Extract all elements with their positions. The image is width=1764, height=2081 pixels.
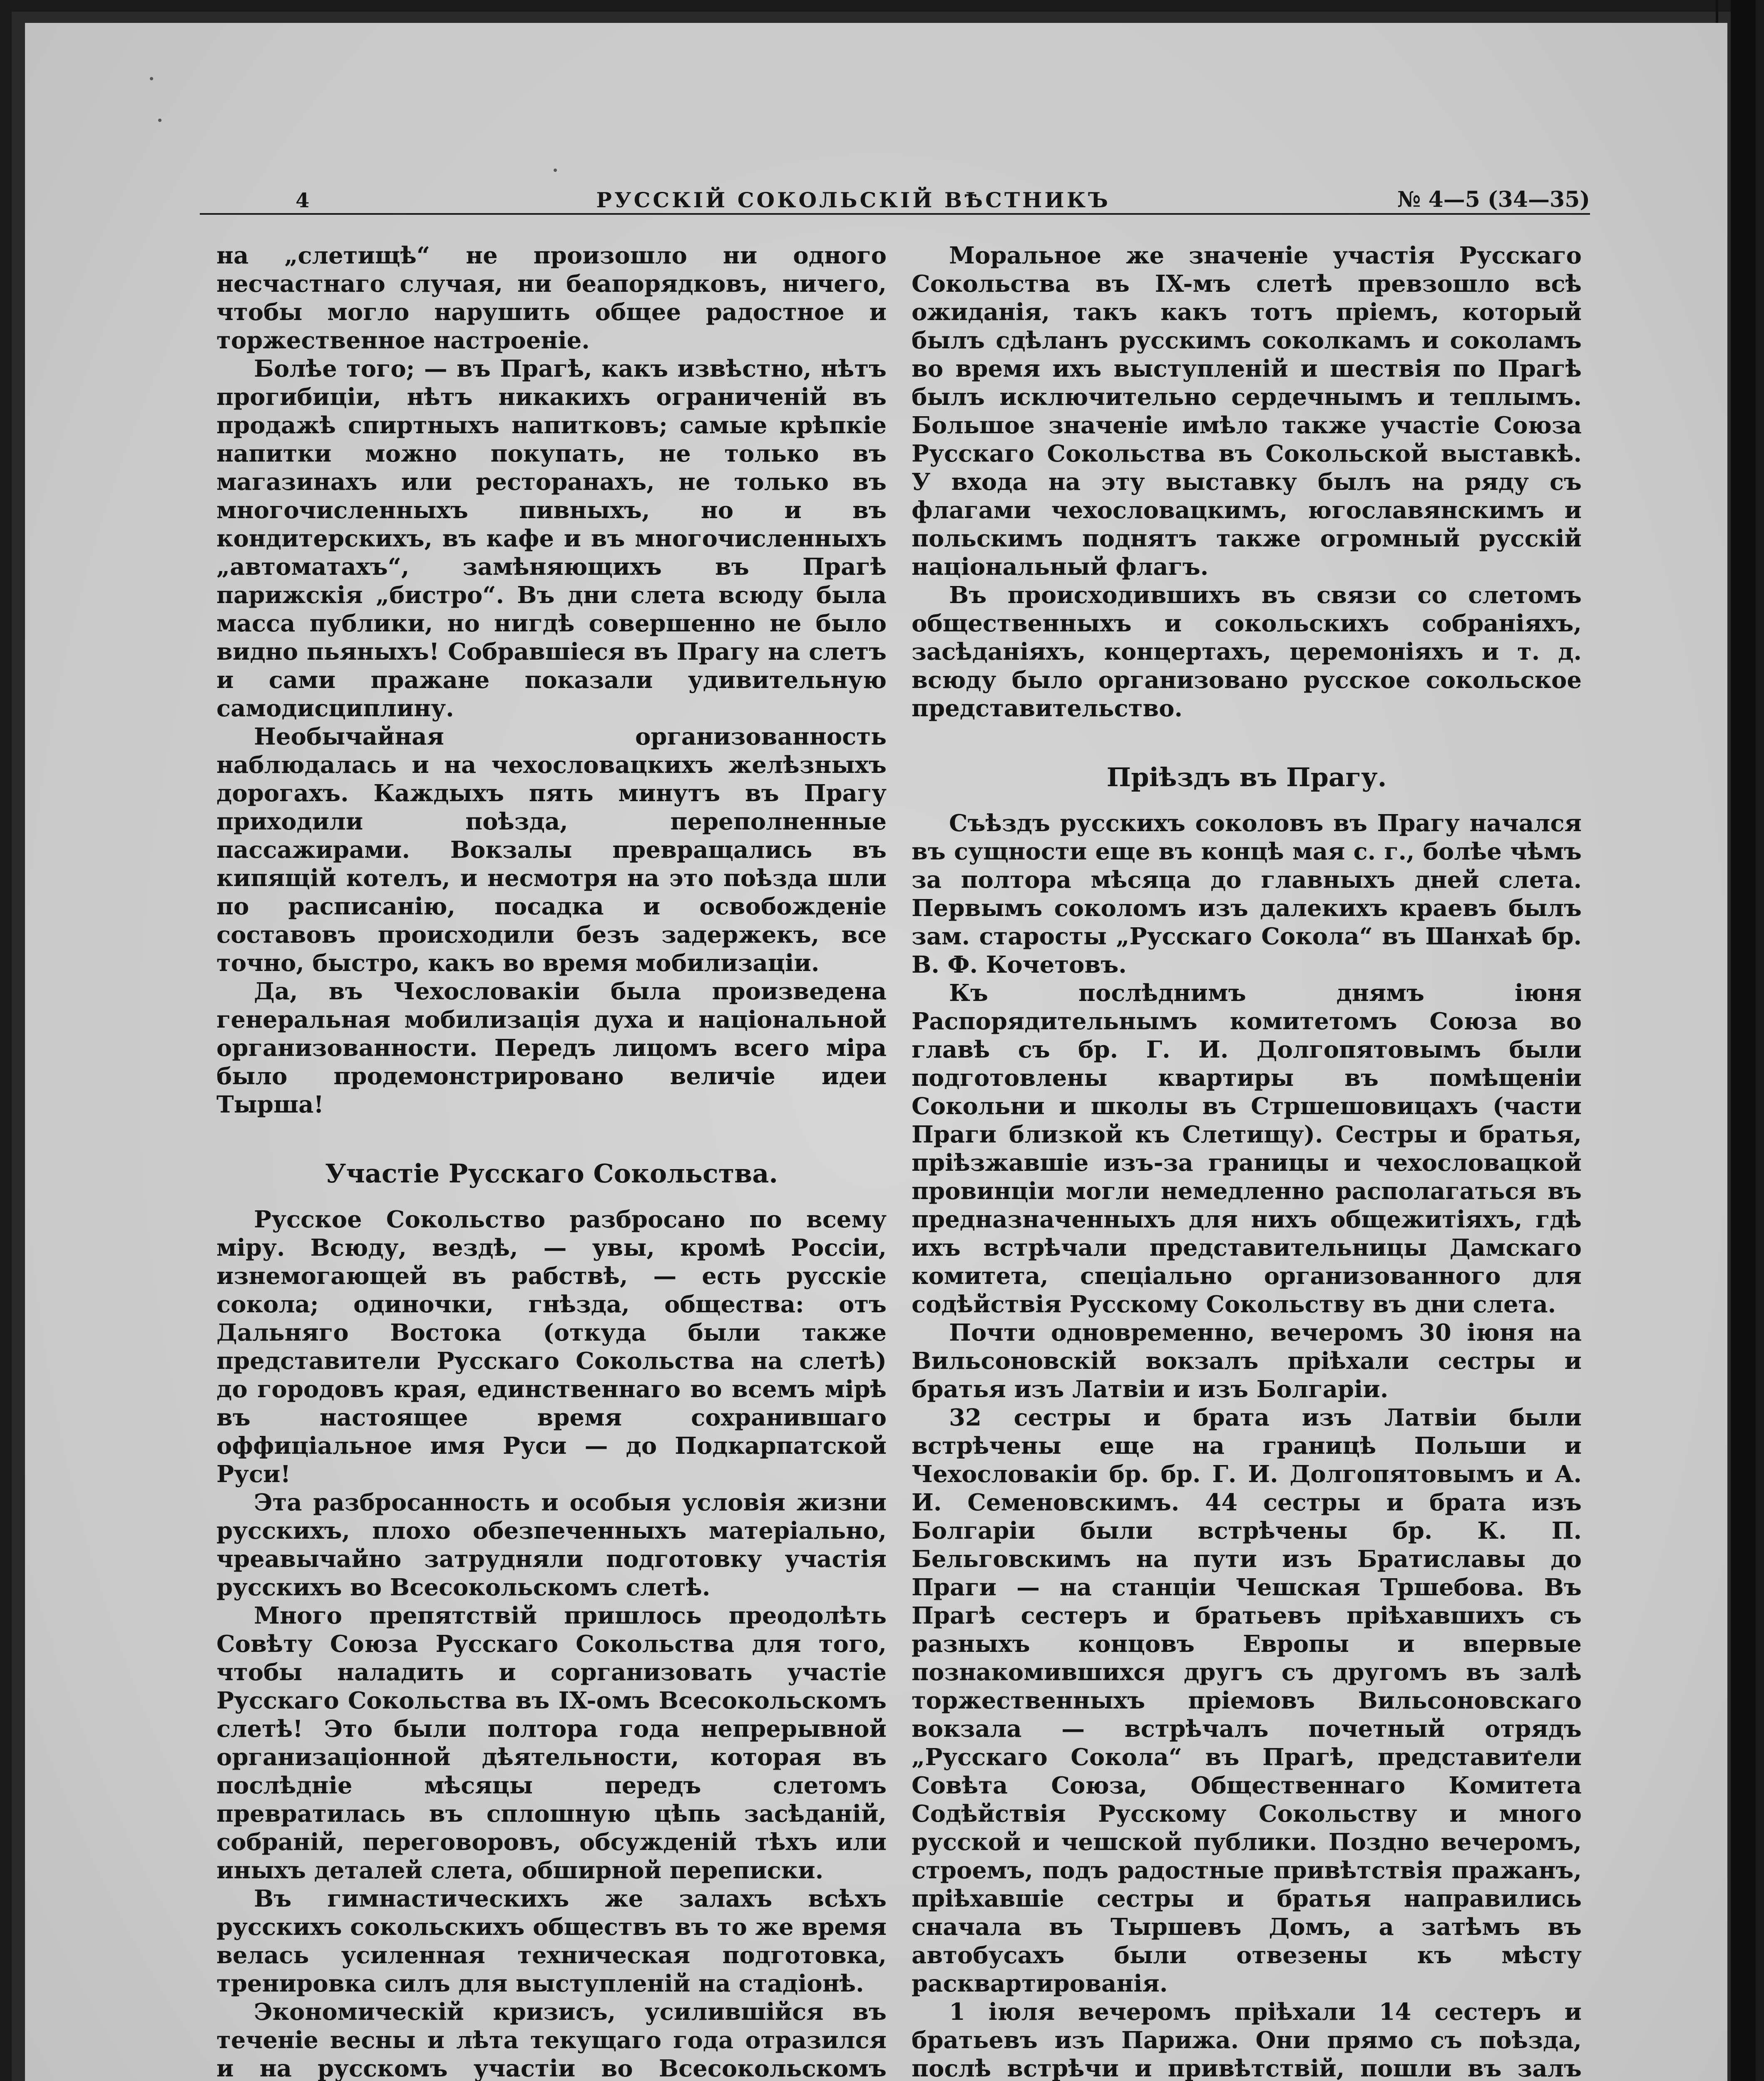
journal-title: РУССКІЙ СОКОЛЬСКІЙ ВѢСТНИКЪ — [596, 188, 1111, 212]
paragraph: Въ гимнастическихъ же залахъ всѣхъ русскихъ сокольскихъ обществъ въ то же время велась усиленная техническая подготовка, тренировка силъ для выступленій на стадіонѣ. — [216, 1885, 887, 1997]
section-heading: Участіе Русскаго Сокольства. — [325, 1158, 778, 1189]
header-rule — [200, 213, 1590, 215]
right-column — [912, 241, 1582, 2081]
dust-speck — [150, 77, 153, 80]
paragraph: Къ послѣднимъ днямъ іюня Распорядительнымъ комитетомъ Союза во главѣ съ бр. Г. И. Долгопятовымъ были подготовлены квартиры въ помѣщеніи Сокольни и школы въ Стршешовицахъ (части Праги близкой къ Слетищу). Сестры и братья, пріѣзжавшіе изъ-за границы и чехословацкой провинціи могли немедленно располагаться въ предназначенныхъ для нихъ общежитіяхъ, гдѣ ихъ встрѣчали представительницы Дамскаго комитета, спеціально организованного для содѣйствія Русскому Сокольству въ дни слета. — [912, 979, 1582, 1318]
dust-speck — [158, 119, 161, 122]
paragraph: Экономическій кризисъ, усилившійся въ теченіе весны и лѣта текущаго года отразился и на русскомъ участіи во Всесокольскомъ — [216, 1998, 887, 2081]
scan-right-edge — [1731, 0, 1756, 2081]
paragraph: Русское Сокольство разбросано по всему міру. Всюду, вездѣ, — увы, кромѣ Россіи, изнемогающей въ рабствѣ, — есть русскіе сокола; одиночки, гнѣзда, общества: отъ Дальняго Востока (откуда были также представители Русскаго Сокольства на слетѣ) до городовъ края, единственнаго во всемъ мірѣ въ настоящее время сохранившаго оффиціальное имя Руси — до Подкарпатской Руси! — [216, 1206, 887, 1488]
dust-speck — [554, 169, 557, 172]
paragraph: Почти одновременно, вечеромъ 30 іюня на Вильсоновскій вокзалъ пріѣхали сестры и братья изъ Латвіи и изъ Болгаріи. — [912, 1319, 1582, 1403]
paragraph: 1 іюля вечеромъ пріѣхали 14 сестеръ и братьевъ изъ Парижа. Они прямо съ поѣзда, послѣ встрѣчи и привѣтствій, пошли въ залъ — [912, 1998, 1582, 2081]
paragraph: Въ происходившихъ въ связи со слетомъ общественныхъ и сокольскихъ собраніяхъ, засѣданіяхъ, концертахъ, церемоніяхъ и т. д. всюду было организовано русское сокольское представительство. — [912, 581, 1582, 722]
paragraph: Много препятствій пришлось преодолѣть Совѣту Союза Русскаго Сокольства для того, чтобы наладить и сорганизовать участіе Русскаго Сокольства въ IX-омъ Всесокольскомъ слетѣ! Это были полтора года непрерывной организаціонной дѣятельности, которая въ послѣдніе мѣсяцы передъ слетомъ превратилась въ сплошную цѣпь засѣданій, собраній, переговоровъ, обсужденій тѣхъ или иныхъ деталей слета, обширной переписки. — [216, 1602, 887, 1884]
page-header — [200, 183, 1590, 212]
paragraph: Болѣе того; — въ Прагѣ, какъ извѣстно, нѣтъ прогибиціи, нѣтъ никакихъ ограниченій въ продажѣ спиртныхъ напитковъ; самые крѣпкіе напитки можно покупать, не только въ магазинахъ или ресторанахъ, не только въ многочисленныхъ пивныхъ, но и въ кондитерскихъ, въ кафе и въ многочисленныхъ „автоматахъ“, замѣняющихъ въ Прагѣ парижскія „бистро“. Въ дни слета всюду была масса публики, но нигдѣ совершенно не было видно пьяныхъ! Собравшіеся въ Прагу на слетъ и сами пражане показали удивительную самодисциплину. — [216, 355, 887, 722]
paragraph: Эта разбросанность и особыя условія жизни русскихъ, плохо обезпеченныхъ матеріально, чреавычайно затрудняли подготовку участія русскихъ во Всесокольскомъ слетѣ. — [216, 1489, 887, 1601]
paragraph: Необычайная организованность наблюдалась и на чехословацкихъ желѣзныхъ дорогахъ. Каждыхъ пять минутъ въ Прагу приходили поѣзда, переполненные пассажирами. Вокзалы превращались въ кипящій котелъ, и несмотря на это поѣзда шли по расписанію, посадка и освобожденіе составовъ происходили безъ задержекъ, все точно, быстро, какъ во время мобилизаціи. — [216, 723, 887, 977]
page-number: 4 — [296, 189, 310, 212]
left-column — [216, 241, 887, 2081]
paragraph: на „слетищѣ“ не произошло ни одного несчастнаго случая, ни беапорядковъ, ничего, чтобы могло нарушить общее радостное и торжественное настроеніе. — [216, 242, 887, 354]
paragraph: 32 сестры и брата изъ Латвіи были встрѣчены еще на границѣ Польши и Чехословакіи бр. бр. Г. И. Долгопятовымъ и А. И. Семеновскимъ. 44 сестры и брата изъ Болгаріи были встрѣчены бр. К. П. Бельговскимъ на пути изъ Братиславы до Праги — на станціи Чешская Тршебова. Въ Прагѣ сестеръ и братьевъ пріѣхавшихъ съ разныхъ концовъ Европы и впервые познакомившихся другъ съ другомъ въ залѣ торжественныхъ пріемовъ Вильсоновскаго вокзала — встрѣчалъ почетный отрядъ „Русскаго Сокола“ въ Прагѣ, представители Совѣта Союза, Общественнаго Комитета Содѣйствія Русскому Сокольству и много русской и чешской публики. Поздно вечеромъ, строемъ, подъ радостные привѣтствія пражанъ, пріѣхавшіе сестры и братья направились сначала въ Тыршевъ Домъ, а затѣмъ въ автобусахъ были отвезены къ мѣсту расквартированія. — [912, 1404, 1582, 1997]
section-heading: Пріѣздъ въ Прагу. — [1106, 762, 1387, 792]
paragraph: Да, въ Чехословакіи была произведена генеральная мобилизація духа и національной организованности. Передъ лицомъ всего міра было продемонстрировано величіе идеи Тырша! — [216, 978, 887, 1118]
paragraph: Моральное же значеніе участія Русскаго Сокольства въ IX-мъ слетѣ превзошло всѣ ожиданія, такъ какъ тотъ пріемъ, который былъ сдѣланъ русскимъ соколкамъ и соколамъ во время ихъ выступленій и шествія по Прагѣ былъ исключительно сердечнымъ и теплымъ. Большое значеніе имѣло также участіе Союза Русскаго Сокольства въ Сокольской выставкѣ. У входа на эту выставку былъ на ряду съ флагами чехословацкимъ, югославянскимъ и польскимъ поднятъ также огромный русскій національный флагъ. — [912, 242, 1582, 581]
paragraph: Съѣздъ русскихъ соколовъ въ Прагу начался въ сущности еще въ концѣ мая с. г., болѣе чѣмъ за полтора мѣсяца до главныхъ дней слета. Первымъ соколомъ изъ далекихъ краевъ былъ зам. старосты „Русскаго Сокола“ въ Шанхаѣ бр. В. Ф. Кочетовъ. — [912, 810, 1582, 978]
issue-number: № 4—5 (34—35) — [1397, 187, 1590, 212]
